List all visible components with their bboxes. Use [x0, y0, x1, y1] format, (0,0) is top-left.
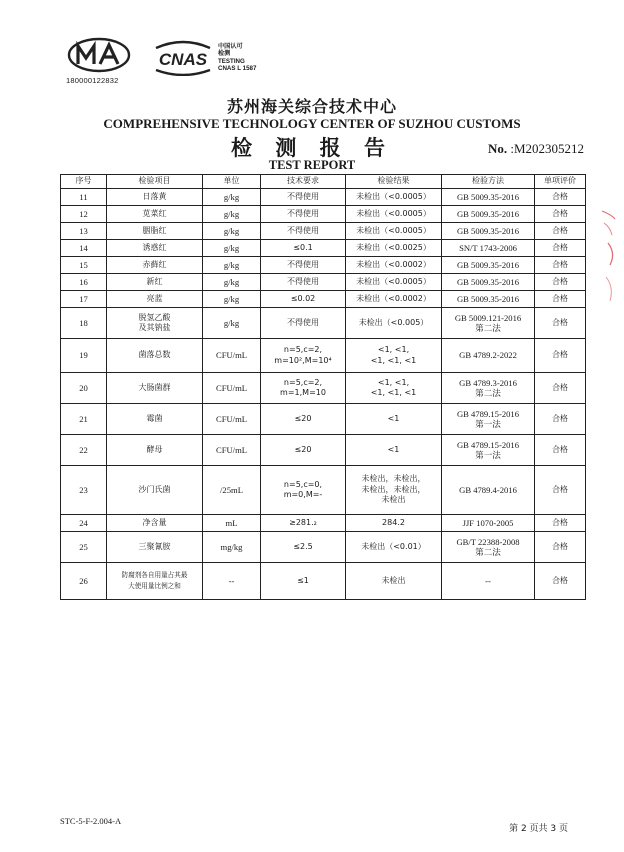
- cell-item: [107, 206, 203, 223]
- header-item: 检验项目: [107, 175, 203, 189]
- cell-method: [442, 373, 535, 404]
- cell-requirement: [261, 404, 346, 435]
- cell-method: [442, 404, 535, 435]
- header-evaluation: 单项评价: [535, 175, 586, 189]
- cnas-line-3: TESTING: [218, 57, 245, 65]
- cell-item-line: 赤藓红: [142, 259, 167, 269]
- cell-requirement: [261, 274, 346, 291]
- cell-method-line: GB 5009.35-2016: [456, 259, 520, 270]
- cell-requirement-line: m=10²,M=10⁴: [274, 355, 332, 365]
- cell-result: [346, 257, 442, 274]
- cell-result: [346, 532, 442, 563]
- cell-unit: g/kg: [203, 291, 261, 308]
- cell-result-line: 未检出: [381, 575, 406, 585]
- cell-method: [442, 532, 535, 563]
- header-no: 序号: [61, 175, 107, 189]
- cell-result: [346, 240, 442, 257]
- cell-requirement-line: n=5,c=2,: [283, 377, 323, 387]
- cell-method-line: GB 5009.121-2016: [454, 312, 522, 323]
- cell-no: 26: [61, 563, 107, 600]
- cell-result-line: 未检出（<0.005）: [358, 317, 429, 327]
- cell-method-line: 第二法: [475, 388, 501, 398]
- cell-no: 13: [61, 223, 107, 240]
- report-title-cn: 检 测 报 告: [231, 136, 393, 160]
- cell-no: 17: [61, 291, 107, 308]
- svg-text:CNAS: CNAS: [158, 50, 208, 69]
- cell-requirement-line: m=1,M=10: [280, 388, 326, 397]
- table-row: [61, 291, 586, 308]
- table-row: [61, 257, 586, 274]
- cell-requirement-line: m=0,M=-: [283, 490, 323, 499]
- cell-method-line: SN/T 1743-2006: [459, 242, 517, 253]
- cell-item-line: 日落黄: [142, 191, 167, 201]
- cell-item: [107, 515, 203, 532]
- cell-evaluation: 合格: [535, 291, 586, 308]
- cell-item: [107, 240, 203, 257]
- cell-item-line: 脱氢乙酸: [138, 312, 171, 322]
- cma-logo: [66, 36, 132, 80]
- cell-method-line: GB 4789.15-2016: [456, 408, 520, 419]
- cell-method: [442, 515, 535, 532]
- table-row: [61, 515, 586, 532]
- table-row: [61, 532, 586, 563]
- cell-result: [346, 373, 442, 404]
- cell-result: [346, 466, 442, 515]
- table-row: [61, 435, 586, 466]
- cell-result-line: 未检出（<0.0005）: [356, 276, 431, 286]
- cell-requirement-line: ≥281.₂: [289, 517, 317, 527]
- cell-requirement-line: 不得使用: [287, 208, 319, 218]
- cell-evaluation: 合格: [535, 189, 586, 206]
- cell-item-line: 亮蓝: [146, 293, 163, 303]
- cell-requirement-line: ≤2.5: [293, 541, 313, 551]
- cell-method-line: GB 4789.2-2022: [459, 350, 517, 361]
- cell-result: [346, 563, 442, 600]
- cnas-line-1: 中国认可: [218, 43, 243, 50]
- cell-unit: /25mL: [203, 466, 261, 515]
- report-number: [488, 141, 584, 157]
- table-row: [61, 206, 586, 223]
- cell-method-line: GB 4789.4-2016: [459, 484, 517, 495]
- cell-result-line: <1, <1, <1: [370, 355, 417, 365]
- cell-method-line: 第一法: [475, 419, 501, 429]
- cell-result-line: 未检出（<0.0005）: [356, 208, 431, 218]
- table-row: [61, 563, 586, 600]
- report-title-en: TEST REPORT: [268, 158, 356, 172]
- cell-result-line: 未检出（<0.0005）: [356, 225, 431, 235]
- cell-item: [107, 189, 203, 206]
- cell-unit: CFU/mL: [203, 404, 261, 435]
- header-unit: 单位: [203, 175, 261, 189]
- cell-item: [107, 291, 203, 308]
- cell-no: 25: [61, 532, 107, 563]
- cell-item-line: 新红: [146, 276, 163, 286]
- header-requirement: 技术要求: [261, 175, 346, 189]
- table-row: [61, 223, 586, 240]
- cell-requirement: [261, 339, 346, 373]
- cell-method: [442, 274, 535, 291]
- cell-unit: g/kg: [203, 274, 261, 291]
- cell-item-line: 胭脂红: [142, 225, 167, 235]
- cnas-accreditation-text: [218, 43, 256, 73]
- cell-result: [346, 308, 442, 339]
- cell-method-line: 第二法: [475, 323, 501, 333]
- cell-unit: CFU/mL: [203, 339, 261, 373]
- cell-requirement-line: n=5,c=2,: [283, 345, 323, 354]
- cell-requirement: [261, 515, 346, 532]
- cell-requirement: [261, 257, 346, 274]
- form-code: STC-5-F-2.004-A: [60, 816, 122, 826]
- cell-unit: CFU/mL: [203, 373, 261, 404]
- header-method: 检验方法: [442, 175, 535, 189]
- cell-item-line: 沙门氏菌: [138, 484, 171, 494]
- cell-unit: g/kg: [203, 240, 261, 257]
- table-row: [61, 189, 586, 206]
- cell-evaluation: 合格: [535, 223, 586, 240]
- cell-method-line: GB 5009.35-2016: [456, 191, 520, 202]
- cell-item: [107, 257, 203, 274]
- cell-item: [107, 274, 203, 291]
- cell-requirement-line: ≤20: [294, 413, 312, 423]
- table-row: [61, 466, 586, 515]
- cell-no: 21: [61, 404, 107, 435]
- cell-method-line: GB 4789.15-2016: [456, 439, 520, 450]
- cell-method-line: 第一法: [475, 450, 501, 460]
- cell-evaluation: 合格: [535, 240, 586, 257]
- cell-item: [107, 339, 203, 373]
- cell-result: [346, 206, 442, 223]
- report-number-label: No.: [487, 141, 508, 156]
- cell-item: [107, 404, 203, 435]
- cell-result-line: <1: [387, 413, 400, 423]
- cell-requirement-line: n=5,c=0,: [283, 479, 323, 489]
- table-row: [61, 240, 586, 257]
- cell-no: 22: [61, 435, 107, 466]
- table-row: [61, 339, 586, 373]
- cell-method: [442, 240, 535, 257]
- header-result: 检验结果: [346, 175, 442, 189]
- cell-no: 11: [61, 189, 107, 206]
- cell-requirement: [261, 466, 346, 515]
- cell-method-line: GB 5009.35-2016: [456, 225, 520, 236]
- cell-result-line: 未检出，未检出，: [361, 484, 426, 494]
- cell-unit: g/kg: [203, 257, 261, 274]
- cell-result-line: <1, <1,: [377, 345, 410, 354]
- cell-evaluation: 合格: [535, 308, 586, 339]
- cell-item: [107, 435, 203, 466]
- cell-requirement-line: ≤20: [294, 444, 312, 454]
- cell-requirement: [261, 291, 346, 308]
- cell-requirement-line: ≤0.02: [290, 293, 316, 303]
- cell-method: [442, 435, 535, 466]
- cell-method: [442, 223, 535, 240]
- cell-item-line: 诱惑红: [142, 242, 167, 252]
- cell-item: [107, 532, 203, 563]
- cell-requirement: [261, 206, 346, 223]
- cell-result-line: 未检出，未检出，: [361, 474, 426, 484]
- cell-item-line: 菌落总数: [138, 350, 171, 360]
- cell-evaluation: 合格: [535, 274, 586, 291]
- cell-unit: g/kg: [203, 189, 261, 206]
- cell-result-line: <1, <1,: [377, 377, 410, 387]
- cell-no: 16: [61, 274, 107, 291]
- cell-item: [107, 563, 203, 600]
- table-row: [61, 308, 586, 339]
- cell-requirement-line: ≤0.1: [293, 242, 313, 252]
- cell-requirement: [261, 240, 346, 257]
- table-header-row: [61, 175, 586, 189]
- cell-no: 19: [61, 339, 107, 373]
- cell-result: [346, 274, 442, 291]
- page-info: 第 2 页共 3 页: [509, 824, 568, 834]
- cell-requirement: [261, 308, 346, 339]
- cell-unit: g/kg: [203, 206, 261, 223]
- cell-item-line: 及其钠盐: [138, 323, 171, 332]
- cell-requirement: [261, 223, 346, 240]
- cell-no: 18: [61, 308, 107, 339]
- cell-result-line: <1, <1, <1: [370, 388, 417, 397]
- cell-requirement-line: 不得使用: [287, 225, 319, 235]
- cell-item: [107, 308, 203, 339]
- cell-no: 12: [61, 206, 107, 223]
- cell-requirement: [261, 373, 346, 404]
- cell-method-line: GB 5009.35-2016: [456, 276, 520, 287]
- cell-evaluation: 合格: [535, 435, 586, 466]
- cell-requirement-line: ≤1: [297, 575, 309, 585]
- cell-item-line: 酵母: [146, 444, 163, 454]
- cell-method: [442, 189, 535, 206]
- cell-requirement-line: 不得使用: [287, 191, 319, 201]
- cell-evaluation: 合格: [535, 466, 586, 515]
- cell-no: 23: [61, 466, 107, 515]
- cell-result-line: 未检出（<0.0025）: [356, 242, 431, 252]
- cell-method-line: GB 5009.35-2016: [456, 293, 520, 304]
- cell-evaluation: 合格: [535, 339, 586, 373]
- cell-item-line: 三聚氰胺: [138, 541, 171, 551]
- cell-item: [107, 373, 203, 404]
- cell-evaluation: 合格: [535, 373, 586, 404]
- cell-result: [346, 515, 442, 532]
- cell-requirement: [261, 435, 346, 466]
- cell-result: [346, 435, 442, 466]
- report-number-value: :M202305212: [510, 141, 584, 156]
- cell-result-line: 284.2: [382, 517, 405, 527]
- cell-item-line: 霉菌: [146, 413, 163, 423]
- cell-requirement: [261, 189, 346, 206]
- table-row: [61, 404, 586, 435]
- cell-method: [442, 466, 535, 515]
- cell-result: [346, 223, 442, 240]
- table-row: [61, 373, 586, 404]
- cell-unit: --: [203, 563, 261, 600]
- cell-unit: mL: [203, 515, 261, 532]
- cnas-line-4: CNAS L 1587: [218, 65, 257, 73]
- cell-method-line: GB 5009.35-2016: [456, 208, 520, 219]
- cell-requirement: [261, 532, 346, 563]
- cell-item-line: 净含量: [142, 517, 167, 527]
- cell-item-line: 苋菜红: [142, 208, 167, 218]
- cell-evaluation: 合格: [535, 206, 586, 223]
- cell-unit: mg/kg: [203, 532, 261, 563]
- cell-result-line: 未检出（<0.01）: [361, 541, 426, 551]
- cell-result: [346, 404, 442, 435]
- cell-result: [346, 189, 442, 206]
- cell-result-line: 未检出（<0.0002）: [356, 293, 431, 303]
- cell-no: 20: [61, 373, 107, 404]
- cnas-logo: [150, 40, 216, 76]
- cell-result-line: 未检出（<0.0002）: [356, 259, 431, 269]
- cell-method: [442, 339, 535, 373]
- cell-result-line: <1: [387, 444, 400, 454]
- cell-method-line: JJF 1070-2005: [462, 517, 514, 528]
- cell-unit: CFU/mL: [203, 435, 261, 466]
- cell-item-line: 防腐剂各自用量占其最: [121, 571, 188, 579]
- cell-method: [442, 206, 535, 223]
- cell-unit: g/kg: [203, 223, 261, 240]
- cell-method: [442, 308, 535, 339]
- cell-no: 14: [61, 240, 107, 257]
- cell-requirement-line: 不得使用: [287, 317, 319, 327]
- cell-evaluation: 合格: [535, 515, 586, 532]
- cell-evaluation: 合格: [535, 404, 586, 435]
- cell-no: 15: [61, 257, 107, 274]
- organization-name-cn: 苏州海关综合技术中心: [226, 97, 397, 116]
- cma-number: 180000122832: [66, 76, 119, 85]
- cell-item: [107, 466, 203, 515]
- cell-no: 24: [61, 515, 107, 532]
- cnas-line-2: 检测: [218, 50, 231, 58]
- cell-requirement: [261, 563, 346, 600]
- organization-name-en: COMPREHENSIVE TECHNOLOGY CENTER OF SUZHOU CUSTOMS: [103, 116, 521, 131]
- cell-result: [346, 291, 442, 308]
- cell-result-line: 未检出（<0.0005）: [356, 191, 431, 201]
- cell-unit: g/kg: [203, 308, 261, 339]
- cell-method: [442, 257, 535, 274]
- cell-method-line: --: [485, 575, 491, 586]
- cell-evaluation: 合格: [535, 257, 586, 274]
- cell-evaluation: 合格: [535, 532, 586, 563]
- cell-requirement-line: 不得使用: [287, 259, 319, 269]
- cell-result-line: 未检出: [381, 495, 406, 505]
- cell-item: [107, 223, 203, 240]
- cell-item-line: 大肠菌群: [138, 382, 171, 392]
- cell-item-line: 大使用量比例之和: [128, 582, 181, 590]
- cell-method: [442, 563, 535, 600]
- cell-requirement-line: 不得使用: [287, 276, 319, 286]
- seal-fragment-icon: [598, 205, 618, 325]
- cell-method: [442, 291, 535, 308]
- cell-method-line: GB 4789.3-2016: [459, 377, 517, 388]
- table-row: [61, 274, 586, 291]
- cell-method-line: GB/T 22388-2008: [456, 536, 520, 547]
- cell-method-line: 第二法: [475, 547, 501, 557]
- cell-result: [346, 339, 442, 373]
- cell-evaluation: 合格: [535, 563, 586, 600]
- results-table: [60, 174, 586, 600]
